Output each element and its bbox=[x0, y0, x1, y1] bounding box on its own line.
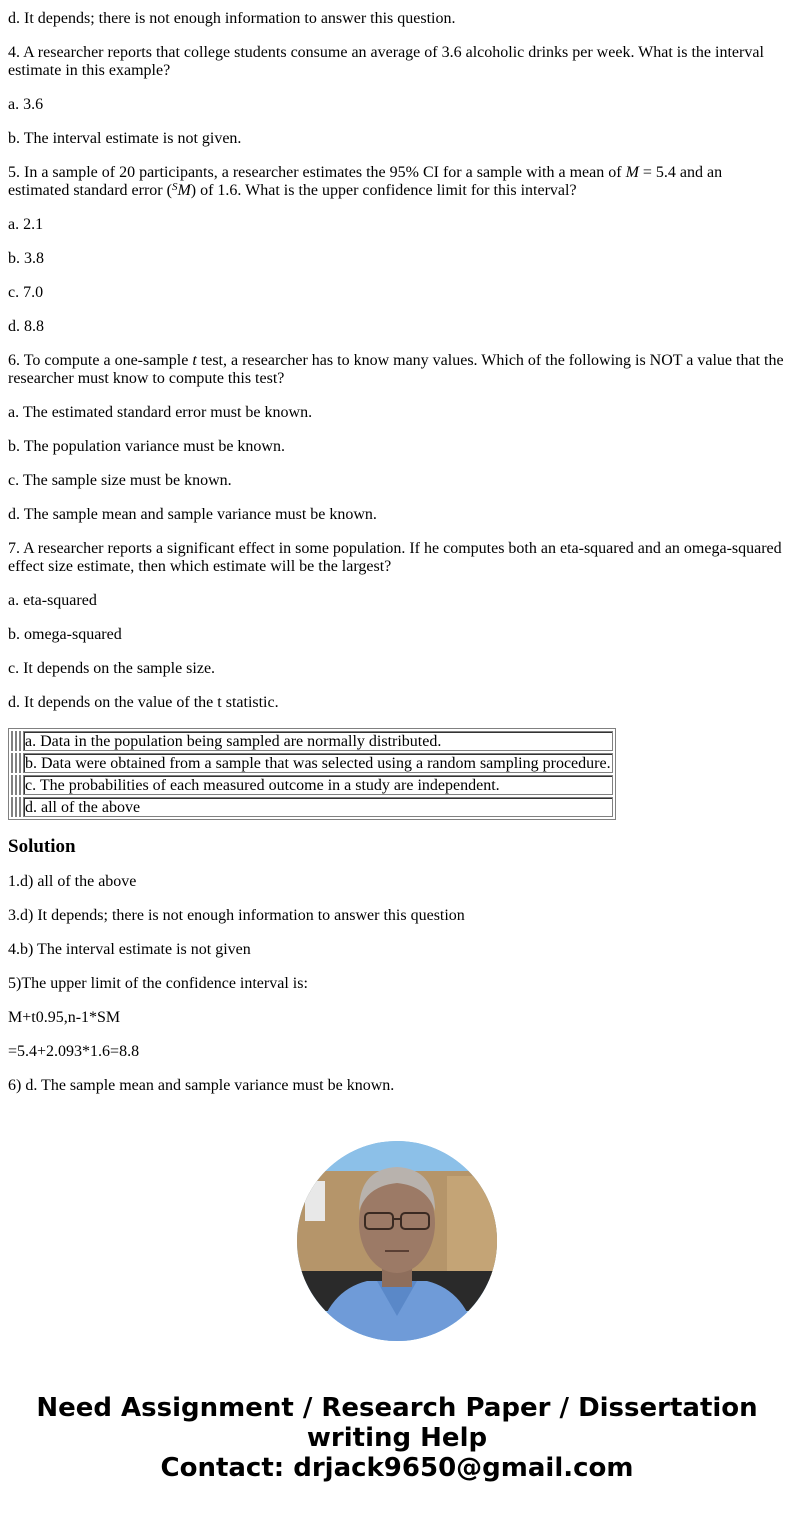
table-cell-option-a: a. Data in the population being sampled are normally distributed. bbox=[23, 731, 613, 751]
q5-option-d: d. 8.8 bbox=[8, 318, 44, 335]
q5-var-m: M bbox=[625, 164, 639, 181]
solution-heading: Solution bbox=[8, 836, 76, 857]
solution-line-6: 6) d. The sample mean and sample variance must be known. bbox=[8, 1077, 395, 1094]
q6-option-b: b. The population variance must be known. bbox=[8, 438, 285, 455]
promo-banner bbox=[0, 1393, 794, 1513]
empty-cell bbox=[19, 731, 21, 751]
empty-cell bbox=[11, 797, 13, 817]
q5-prompt-text-3: ) of 1.6. What is the upper confidence limit for this interval? bbox=[190, 182, 577, 199]
empty-cell bbox=[19, 797, 21, 817]
q4-option-a: a. 3.6 bbox=[8, 96, 44, 113]
table-row bbox=[11, 775, 613, 795]
table-row bbox=[11, 731, 613, 751]
solution-line-4: 4.b) The interval estimate is not given bbox=[8, 941, 251, 958]
solution-calculation: =5.4+2.093*1.6=8.8 bbox=[8, 1043, 140, 1060]
q6-option-c: c. The sample size must be known. bbox=[8, 472, 232, 489]
q5-var-s: S bbox=[171, 181, 178, 193]
q4-prompt: 4. A researcher reports that college students consume an average of 3.6 alcoholic drinks per week. What is the interval estimate in this example? bbox=[8, 44, 764, 79]
q5-option-c: c. 7.0 bbox=[8, 284, 44, 301]
empty-cell bbox=[15, 731, 17, 751]
q5-prompt-text: 5. In a sample of 20 participants, a researcher estimates the 95% CI for a sample with a mean of bbox=[8, 164, 626, 181]
q6-var-t: t bbox=[192, 352, 197, 369]
avatar bbox=[297, 1141, 497, 1341]
q5-prompt-text-2: = 5.4 and an estimated standard error ( bbox=[8, 164, 723, 199]
empty-cell bbox=[11, 753, 13, 773]
q7-option-a: a. eta-squared bbox=[8, 592, 97, 609]
q7-option-d: d. It depends on the value of the t statistic. bbox=[8, 694, 279, 711]
q5-option-b: b. 3.8 bbox=[8, 250, 44, 267]
promo-line-2: writing Help bbox=[306, 1423, 488, 1453]
q7-option-c: c. It depends on the sample size. bbox=[8, 660, 216, 677]
q4-option-b: b. The interval estimate is not given. bbox=[8, 130, 242, 147]
table-cell-option-d: d. all of the above bbox=[23, 797, 613, 817]
q7-option-b: b. omega-squared bbox=[8, 626, 122, 643]
q6-prompt bbox=[8, 352, 786, 388]
solution-line-3: 3.d) It depends; there is not enough information to answer this question bbox=[8, 907, 465, 924]
empty-cell bbox=[19, 753, 21, 773]
q5-prompt bbox=[8, 164, 786, 200]
q6-prompt-text: 6. To compute a one-sample bbox=[8, 352, 193, 369]
avatar-container bbox=[0, 1141, 794, 1341]
empty-cell bbox=[15, 753, 17, 773]
promo-contact: Contact: drjack9650@gmail.com bbox=[160, 1453, 634, 1483]
solution-formula: M+t0.95,n-1*SM bbox=[8, 1009, 121, 1026]
q6-option-a: a. The estimated standard error must be known. bbox=[8, 404, 313, 421]
options-table bbox=[8, 728, 616, 820]
empty-cell bbox=[11, 731, 13, 751]
table-row bbox=[11, 753, 613, 773]
table-cell-option-c: c. The probabilities of each measured outcome in a study are independent. bbox=[23, 775, 613, 795]
q7-prompt: 7. A researcher reports a significant effect in some population. If he computes both an eta-squared and an omega-squared effect size estimate, then which estimate will be the largest? bbox=[8, 540, 782, 575]
empty-cell bbox=[11, 775, 13, 795]
table-cell-option-b: b. Data were obtained from a sample that was selected using a random sampling procedure. bbox=[25, 755, 611, 772]
q3-option-d: d. It depends; there is not enough information to answer this question. bbox=[8, 10, 456, 27]
empty-cell bbox=[15, 775, 17, 795]
solution-line-5: 5)The upper limit of the confidence interval is: bbox=[8, 975, 308, 992]
person-photo-icon bbox=[297, 1141, 497, 1341]
q5-var-m-sub: M bbox=[177, 182, 191, 199]
table-row bbox=[11, 797, 613, 817]
promo-line-1: Need Assignment / Research Paper / Dissertation bbox=[36, 1393, 758, 1423]
q6-option-d: d. The sample mean and sample variance must be known. bbox=[8, 506, 377, 523]
q5-option-a: a. 2.1 bbox=[8, 216, 44, 233]
q6-prompt-text-2: test, a researcher has to know many values. Which of the following is NOT a value that the researcher must know to compute this test? bbox=[8, 352, 784, 387]
empty-cell bbox=[19, 775, 21, 795]
solution-line-1: 1.d) all of the above bbox=[8, 873, 137, 890]
empty-cell bbox=[15, 797, 17, 817]
